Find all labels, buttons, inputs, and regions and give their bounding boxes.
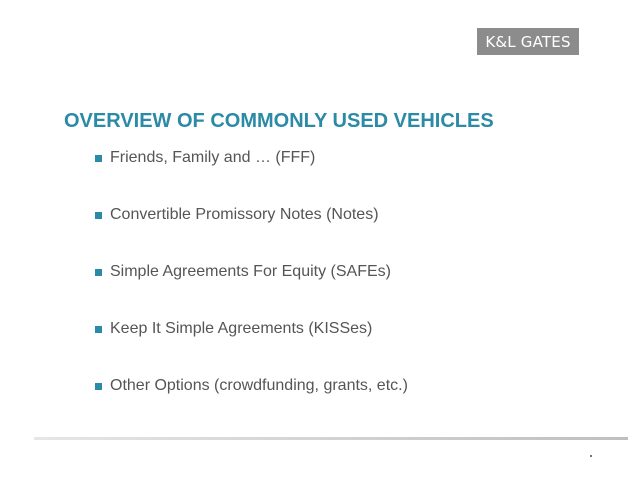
bullet-text: Simple Agreements For Equity (SAFEs) [110,263,391,280]
square-bullet-icon [95,269,102,276]
bullet-text: Friends, Family and … (FFF) [110,149,316,166]
list-item [95,319,408,376]
list-item [95,148,408,205]
square-bullet-icon [95,155,102,162]
list-item [95,262,408,319]
footer-divider [34,437,628,440]
slide-title: OVERVIEW OF COMMONLY USED VEHICLES [64,110,494,132]
square-bullet-icon [95,383,102,390]
list-item [95,205,408,262]
page-marker [590,455,592,457]
list-item [95,376,408,433]
square-bullet-icon [95,326,102,333]
square-bullet-icon [95,212,102,219]
bullet-list [95,148,408,433]
bullet-text: Other Options (crowdfunding, grants, etc.) [110,377,408,394]
logo-text: K&L GATES [485,32,571,51]
bullet-text: Convertible Promissory Notes (Notes) [110,206,379,223]
company-logo [477,28,579,55]
bullet-text: Keep It Simple Agreements (KISSes) [110,320,373,337]
